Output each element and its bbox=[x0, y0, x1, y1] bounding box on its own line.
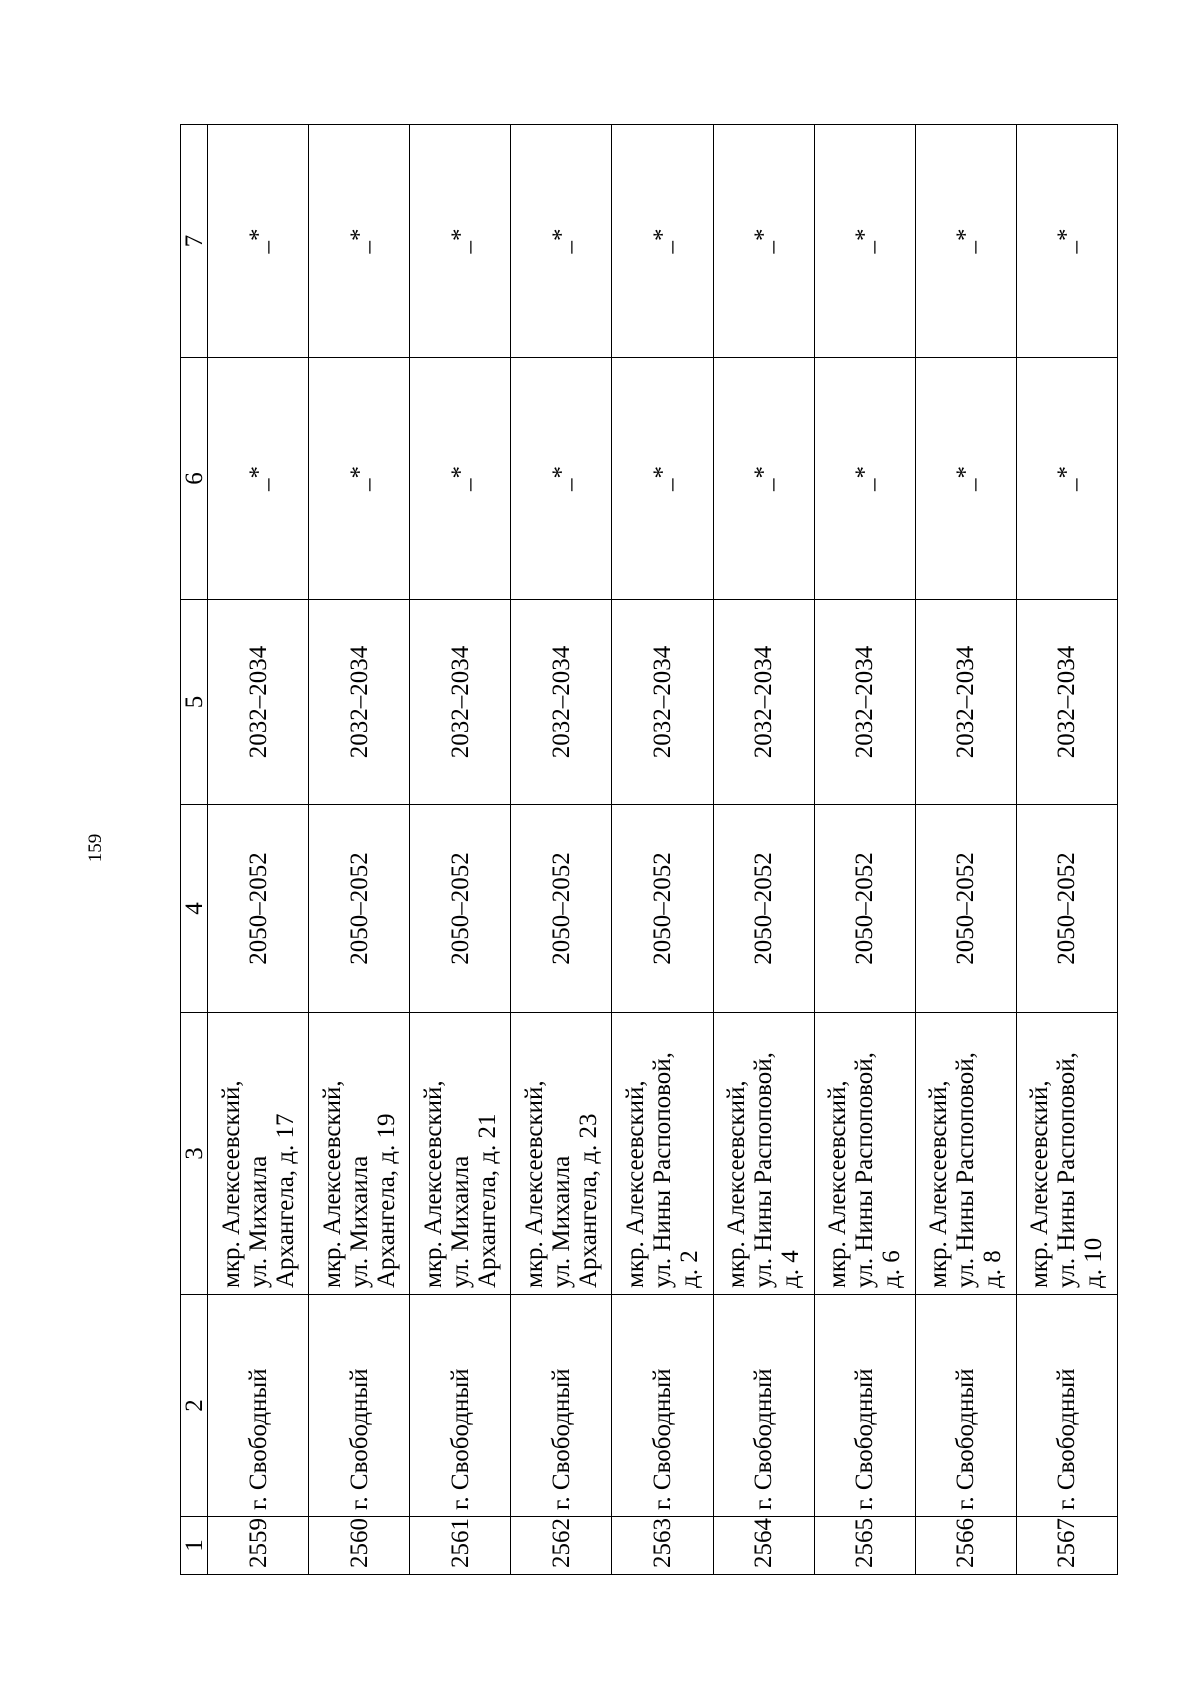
col6-cell: _* bbox=[1016, 358, 1117, 600]
address-line: ул. Михаила bbox=[547, 1155, 575, 1288]
rotated-table-container bbox=[180, 125, 1118, 1575]
period-b-cell: 2032–2034 bbox=[410, 600, 511, 805]
period-a-cell: 2050–2052 bbox=[309, 805, 410, 1013]
address-line: мкр. Алексеевский, bbox=[925, 1080, 953, 1288]
table-row bbox=[410, 125, 511, 1575]
row-number-cell: 2565 bbox=[814, 1517, 915, 1575]
row-number-cell: 2564 bbox=[713, 1517, 814, 1575]
address-line: Архангела, д. 23 bbox=[574, 1113, 602, 1288]
header-col-2: 2 bbox=[181, 1295, 208, 1517]
city-cell: г. Свободный bbox=[309, 1295, 410, 1517]
address-cell bbox=[208, 1013, 309, 1295]
address-line: ул. Михаила bbox=[244, 1155, 272, 1288]
city-cell: г. Свободный bbox=[410, 1295, 511, 1517]
table-row bbox=[208, 125, 309, 1575]
address-cell bbox=[309, 1013, 410, 1295]
table-row bbox=[713, 125, 814, 1575]
header-col-4: 4 bbox=[181, 805, 208, 1013]
address-cell bbox=[713, 1013, 814, 1295]
col6-cell: _* bbox=[612, 358, 713, 600]
city-cell: г. Свободный bbox=[208, 1295, 309, 1517]
address-line: ул. Нины Распоповой, bbox=[952, 1052, 980, 1288]
row-number-cell: 2566 bbox=[915, 1517, 1016, 1575]
period-b-cell: 2032–2034 bbox=[1016, 600, 1117, 805]
address-line: Архангела, д. 17 bbox=[271, 1113, 299, 1288]
col7-cell: _* bbox=[612, 125, 713, 358]
address-line: д. 4 bbox=[777, 1250, 805, 1288]
period-a-cell: 2050–2052 bbox=[1016, 805, 1117, 1013]
table-row bbox=[915, 125, 1016, 1575]
col7-cell: _* bbox=[511, 125, 612, 358]
table-row bbox=[814, 125, 915, 1575]
address-cell bbox=[511, 1013, 612, 1295]
period-a-cell: 2050–2052 bbox=[713, 805, 814, 1013]
table-row bbox=[612, 125, 713, 1575]
table-row bbox=[309, 125, 410, 1575]
header-col-3: 3 bbox=[181, 1013, 208, 1295]
period-b-cell: 2032–2034 bbox=[814, 600, 915, 805]
period-a-cell: 2050–2052 bbox=[814, 805, 915, 1013]
row-number-cell: 2559 bbox=[208, 1517, 309, 1575]
address-line: д. 6 bbox=[878, 1250, 906, 1288]
period-b-cell: 2032–2034 bbox=[915, 600, 1016, 805]
city-cell: г. Свободный bbox=[814, 1295, 915, 1517]
col6-cell: _* bbox=[511, 358, 612, 600]
address-line: мкр. Алексеевский, bbox=[318, 1080, 346, 1288]
col6-cell: _* bbox=[814, 358, 915, 600]
row-number-cell: 2562 bbox=[511, 1517, 612, 1575]
city-cell: г. Свободный bbox=[511, 1295, 612, 1517]
col7-cell: _* bbox=[713, 125, 814, 358]
address-line: мкр. Алексеевский, bbox=[621, 1080, 649, 1288]
city-cell: г. Свободный bbox=[915, 1295, 1016, 1517]
address-line: ул. Нины Распоповой, bbox=[1053, 1052, 1081, 1288]
period-a-cell: 2050–2052 bbox=[612, 805, 713, 1013]
col7-cell: _* bbox=[814, 125, 915, 358]
row-number-cell: 2567 bbox=[1016, 1517, 1117, 1575]
address-line: ул. Нины Распоповой, bbox=[648, 1052, 676, 1288]
row-number-cell: 2561 bbox=[410, 1517, 511, 1575]
period-b-cell: 2032–2034 bbox=[309, 600, 410, 805]
address-cell bbox=[612, 1013, 713, 1295]
city-cell: г. Свободный bbox=[612, 1295, 713, 1517]
col6-cell: _* bbox=[309, 358, 410, 600]
address-cell bbox=[410, 1013, 511, 1295]
col6-cell: _* bbox=[410, 358, 511, 600]
address-line: мкр. Алексеевский, bbox=[419, 1080, 447, 1288]
period-a-cell: 2050–2052 bbox=[208, 805, 309, 1013]
col7-cell: _* bbox=[410, 125, 511, 358]
table-row bbox=[511, 125, 612, 1575]
table-header-row bbox=[181, 125, 208, 1575]
city-cell: г. Свободный bbox=[713, 1295, 814, 1517]
address-line: мкр. Алексеевский, bbox=[824, 1080, 852, 1288]
header-col-7: 7 bbox=[181, 125, 208, 358]
table-body bbox=[208, 125, 1118, 1575]
address-line: ул. Нины Распоповой, bbox=[750, 1052, 778, 1288]
period-a-cell: 2050–2052 bbox=[511, 805, 612, 1013]
row-number-cell: 2560 bbox=[309, 1517, 410, 1575]
address-line: ул. Михаила bbox=[446, 1155, 474, 1288]
address-line: ул. Михаила bbox=[345, 1155, 373, 1288]
header-col-1: 1 bbox=[181, 1517, 208, 1575]
col7-cell: _* bbox=[208, 125, 309, 358]
col6-cell: _* bbox=[713, 358, 814, 600]
address-line: ул. Нины Распоповой, bbox=[851, 1052, 879, 1288]
address-line: д. 10 bbox=[1080, 1237, 1108, 1288]
col7-cell: _* bbox=[915, 125, 1016, 358]
address-line: мкр. Алексеевский, bbox=[520, 1080, 548, 1288]
header-col-6: 6 bbox=[181, 358, 208, 600]
address-cell bbox=[915, 1013, 1016, 1295]
address-cell bbox=[1016, 1013, 1117, 1295]
col7-cell: _* bbox=[309, 125, 410, 358]
register-table bbox=[180, 124, 1118, 1575]
col6-cell: _* bbox=[208, 358, 309, 600]
period-a-cell: 2050–2052 bbox=[915, 805, 1016, 1013]
address-line: мкр. Алексеевский, bbox=[723, 1080, 751, 1288]
table-row bbox=[1016, 125, 1117, 1575]
address-cell bbox=[814, 1013, 915, 1295]
period-b-cell: 2032–2034 bbox=[511, 600, 612, 805]
address-line: д. 2 bbox=[675, 1250, 703, 1288]
row-number-cell: 2563 bbox=[612, 1517, 713, 1575]
period-b-cell: 2032–2034 bbox=[208, 600, 309, 805]
address-line: мкр. Алексеевский, bbox=[217, 1080, 245, 1288]
address-line: д. 8 bbox=[979, 1250, 1007, 1288]
address-line: Архангела, д. 21 bbox=[473, 1113, 501, 1288]
period-a-cell: 2050–2052 bbox=[410, 805, 511, 1013]
period-b-cell: 2032–2034 bbox=[713, 600, 814, 805]
page-number: 159 bbox=[85, 833, 106, 863]
period-b-cell: 2032–2034 bbox=[612, 600, 713, 805]
header-col-5: 5 bbox=[181, 600, 208, 805]
city-cell: г. Свободный bbox=[1016, 1295, 1117, 1517]
col7-cell: _* bbox=[1016, 125, 1117, 358]
col6-cell: _* bbox=[915, 358, 1016, 600]
address-line: мкр. Алексеевский, bbox=[1026, 1080, 1054, 1288]
address-line: Архангела, д. 19 bbox=[372, 1113, 400, 1288]
